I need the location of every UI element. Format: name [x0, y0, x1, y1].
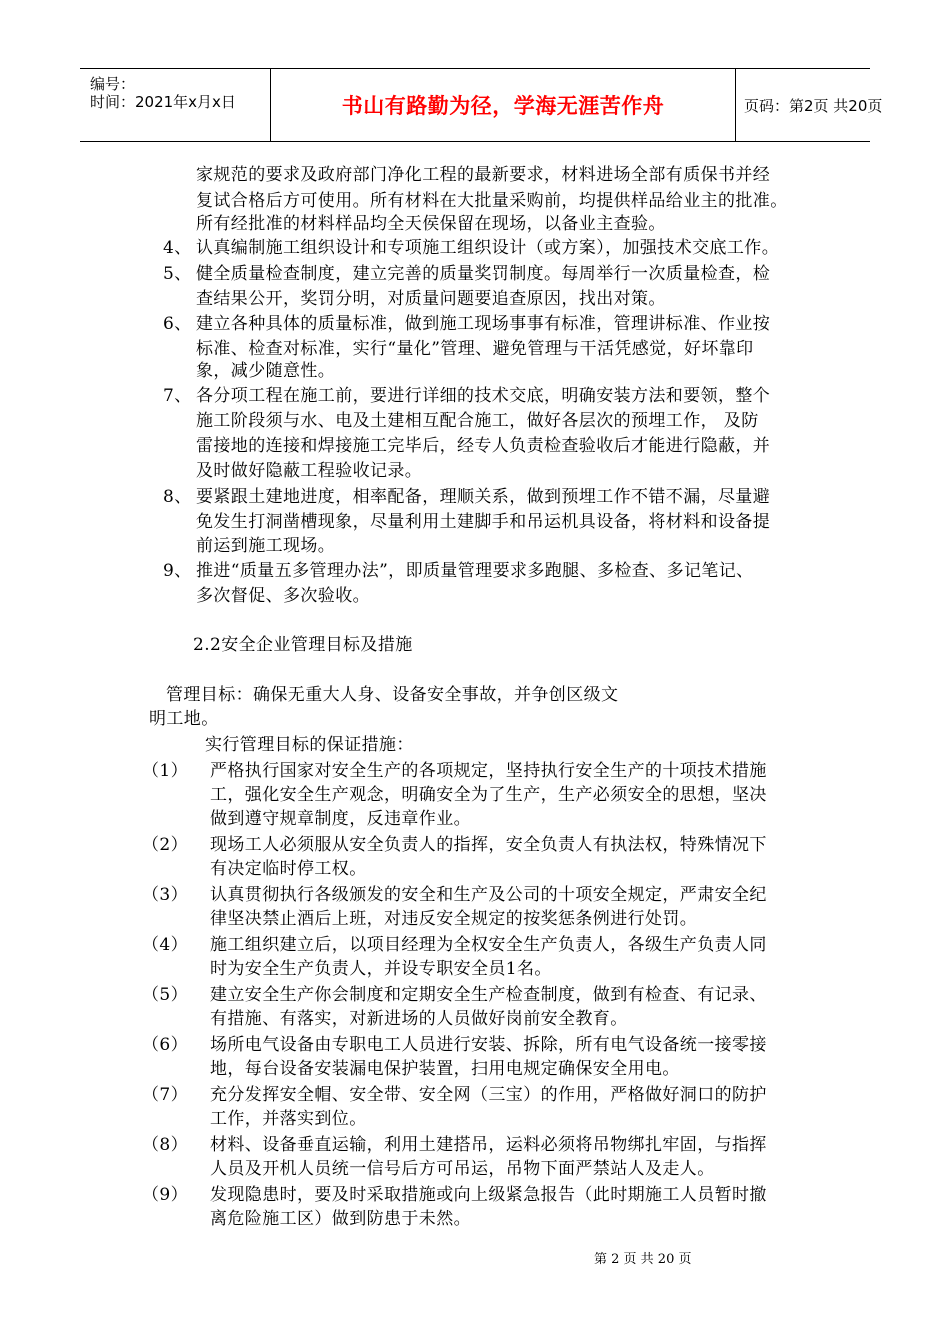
- item-line: 象，减少随意性。: [196, 361, 336, 381]
- item-line: 多次督促、多次验收。: [196, 586, 370, 606]
- measure-line: 施工组织建立后，以项目经理为全权安全生产负责人，各级生产负责人同: [210, 935, 767, 955]
- measure-line: 认真贯彻执行各级颁发的安全和生产及公司的十项安全规定，严肃安全纪: [210, 885, 767, 905]
- measure-number: （7）: [142, 1085, 189, 1105]
- item-number: 6、: [163, 314, 192, 334]
- header-center-cell: [271, 69, 736, 141]
- measure-number: （4）: [142, 935, 189, 955]
- measures-intro: 实行管理目标的保证措施：: [205, 735, 414, 755]
- header-left-cell: [80, 69, 271, 141]
- item-line: 查结果公开，奖罚分明，对质量问题要追查原因，找出对策。: [196, 289, 666, 309]
- measure-line: 时为安全生产负责人，并设专职安全员1名。: [210, 959, 552, 979]
- item-number: 5、: [163, 264, 192, 284]
- measure-line: 充分发挥安全帽、安全带、安全网（三宝）的作用，严格做好洞口的防护: [210, 1085, 767, 1105]
- item-number: 9、: [163, 561, 192, 581]
- item-number: 7、: [163, 386, 192, 406]
- management-goal-line: 管理目标：确保无重大人身、设备安全事故，并争创区级文: [166, 685, 619, 705]
- item-line: 标准、检查对标准，实行“量化”管理、避免管理与干活凭感觉，好坏靠印: [196, 339, 754, 359]
- measure-number: （3）: [142, 885, 189, 905]
- measure-line: 严格执行国家对安全生产的各项规定，坚持执行安全生产的十项技术措施: [210, 761, 767, 781]
- page-footer: 第 2 页 共 20 页: [594, 1252, 692, 1267]
- item-line: 认真编制施工组织设计和专项施工组织设计（或方案），加强技术交底工作。: [196, 238, 780, 258]
- measure-number: （9）: [142, 1185, 189, 1205]
- item-line: 推进“质量五多管理办法”，即质量管理要求多跑腿、多检查、多记笔记、: [196, 561, 754, 581]
- measure-line: 有决定临时停工权。: [210, 859, 367, 879]
- measure-number: （2）: [142, 835, 189, 855]
- item-line: 施工阶段须与水、电及土建相互配合施工，做好各层次的预埋工作， 及防: [196, 411, 759, 431]
- measure-number: （1）: [142, 761, 189, 781]
- item-line: 及时做好隐蔽工程验收记录。: [196, 461, 423, 481]
- item-line: 各分项工程在施工前，要进行详细的技术交底，明确安装方法和要领，整个: [196, 386, 771, 406]
- measure-line: 地，每台设备安装漏电保护装置，扫用电规定确保安全用电。: [210, 1059, 680, 1079]
- item-line: 建立各种具体的质量标准，做到施工现场事事有标准，管理讲标准、作业按: [196, 314, 771, 334]
- measure-line: 建立安全生产你会制度和定期安全生产检查制度，做到有检查、有记录、: [210, 985, 767, 1005]
- section-title: 2.2安全企业管理目标及措施: [193, 635, 413, 655]
- header-motto: 书山有路勤为径，学海无涯苦作舟: [341, 94, 665, 118]
- item-line: 前运到施工现场。: [196, 536, 336, 556]
- document-date-label: 时间：2021年x月x日: [90, 93, 236, 111]
- measure-line: 离危险施工区）做到防患于未然。: [210, 1209, 471, 1229]
- item-line: 健全质量检查制度，建立完善的质量奖罚制度。每周举行一次质量检查，检: [196, 264, 771, 284]
- management-goal-line: 明工地。: [149, 709, 219, 729]
- measure-line: 材料、设备垂直运输，利用土建搭吊，运料必须将吊物绑扎牢固，与指挥: [210, 1135, 767, 1155]
- measure-line: 人员及开机人员统一信号后方可吊运，吊物下面严禁站人及走人。: [210, 1159, 715, 1179]
- intro-line: 所有经批准的材料样品均全天侯保留在现场，以备业主查验。: [196, 214, 666, 234]
- measure-line: 做到遵守规章制度，反违章作业。: [210, 809, 471, 829]
- document-number-label: 编号：: [90, 75, 136, 93]
- measure-line: 场所电气设备由专职电工人员进行安装、拆除，所有电气设备统一接零接: [210, 1035, 767, 1055]
- measure-number: （6）: [142, 1035, 189, 1055]
- measure-number: （8）: [142, 1135, 189, 1155]
- measure-line: 工，强化安全生产观念，明确安全为了生产，生产必须安全的思想，坚决: [210, 785, 767, 805]
- measure-line: 工作，并落实到位。: [210, 1109, 367, 1129]
- header-right-cell: [736, 69, 883, 141]
- measure-line: 律坚决禁止酒后上班，对违反安全规定的按奖惩条例进行处罚。: [210, 909, 698, 929]
- item-line: 雷接地的连接和焊接施工完毕后，经专人负责检查验收后才能进行隐蔽，并: [196, 436, 771, 456]
- item-line: 要紧跟土建地进度，相率配备，理顺关系，做到预埋工作不错不漏，尽量避: [196, 487, 771, 507]
- measure-line: 有措施、有落实，对新进场的人员做好岗前安全教育。: [210, 1009, 628, 1029]
- measure-line: 发现隐患时，要及时采取措施或向上级紧急报告（此时期施工人员暂时撤: [210, 1185, 767, 1205]
- measure-number: （5）: [142, 985, 189, 1005]
- measure-line: 现场工人必须服从安全负责人的指挥，安全负责人有执法权，特殊情况下: [210, 835, 767, 855]
- item-line: 免发生打洞凿槽现象，尽量利用土建脚手和吊运机具设备，将材料和设备提: [196, 512, 771, 532]
- item-number: 4、: [163, 238, 192, 258]
- item-number: 8、: [163, 487, 192, 507]
- intro-line: 复试合格后方可使用。所有材料在大批量采购前，均提供样品给业主的批准。: [196, 191, 788, 211]
- page-header: [80, 68, 883, 142]
- header-page-label: 页码：第2页 共20页: [744, 96, 883, 115]
- intro-line: 家规范的要求及政府部门净化工程的最新要求，材料进场全部有质保书并经: [196, 165, 771, 185]
